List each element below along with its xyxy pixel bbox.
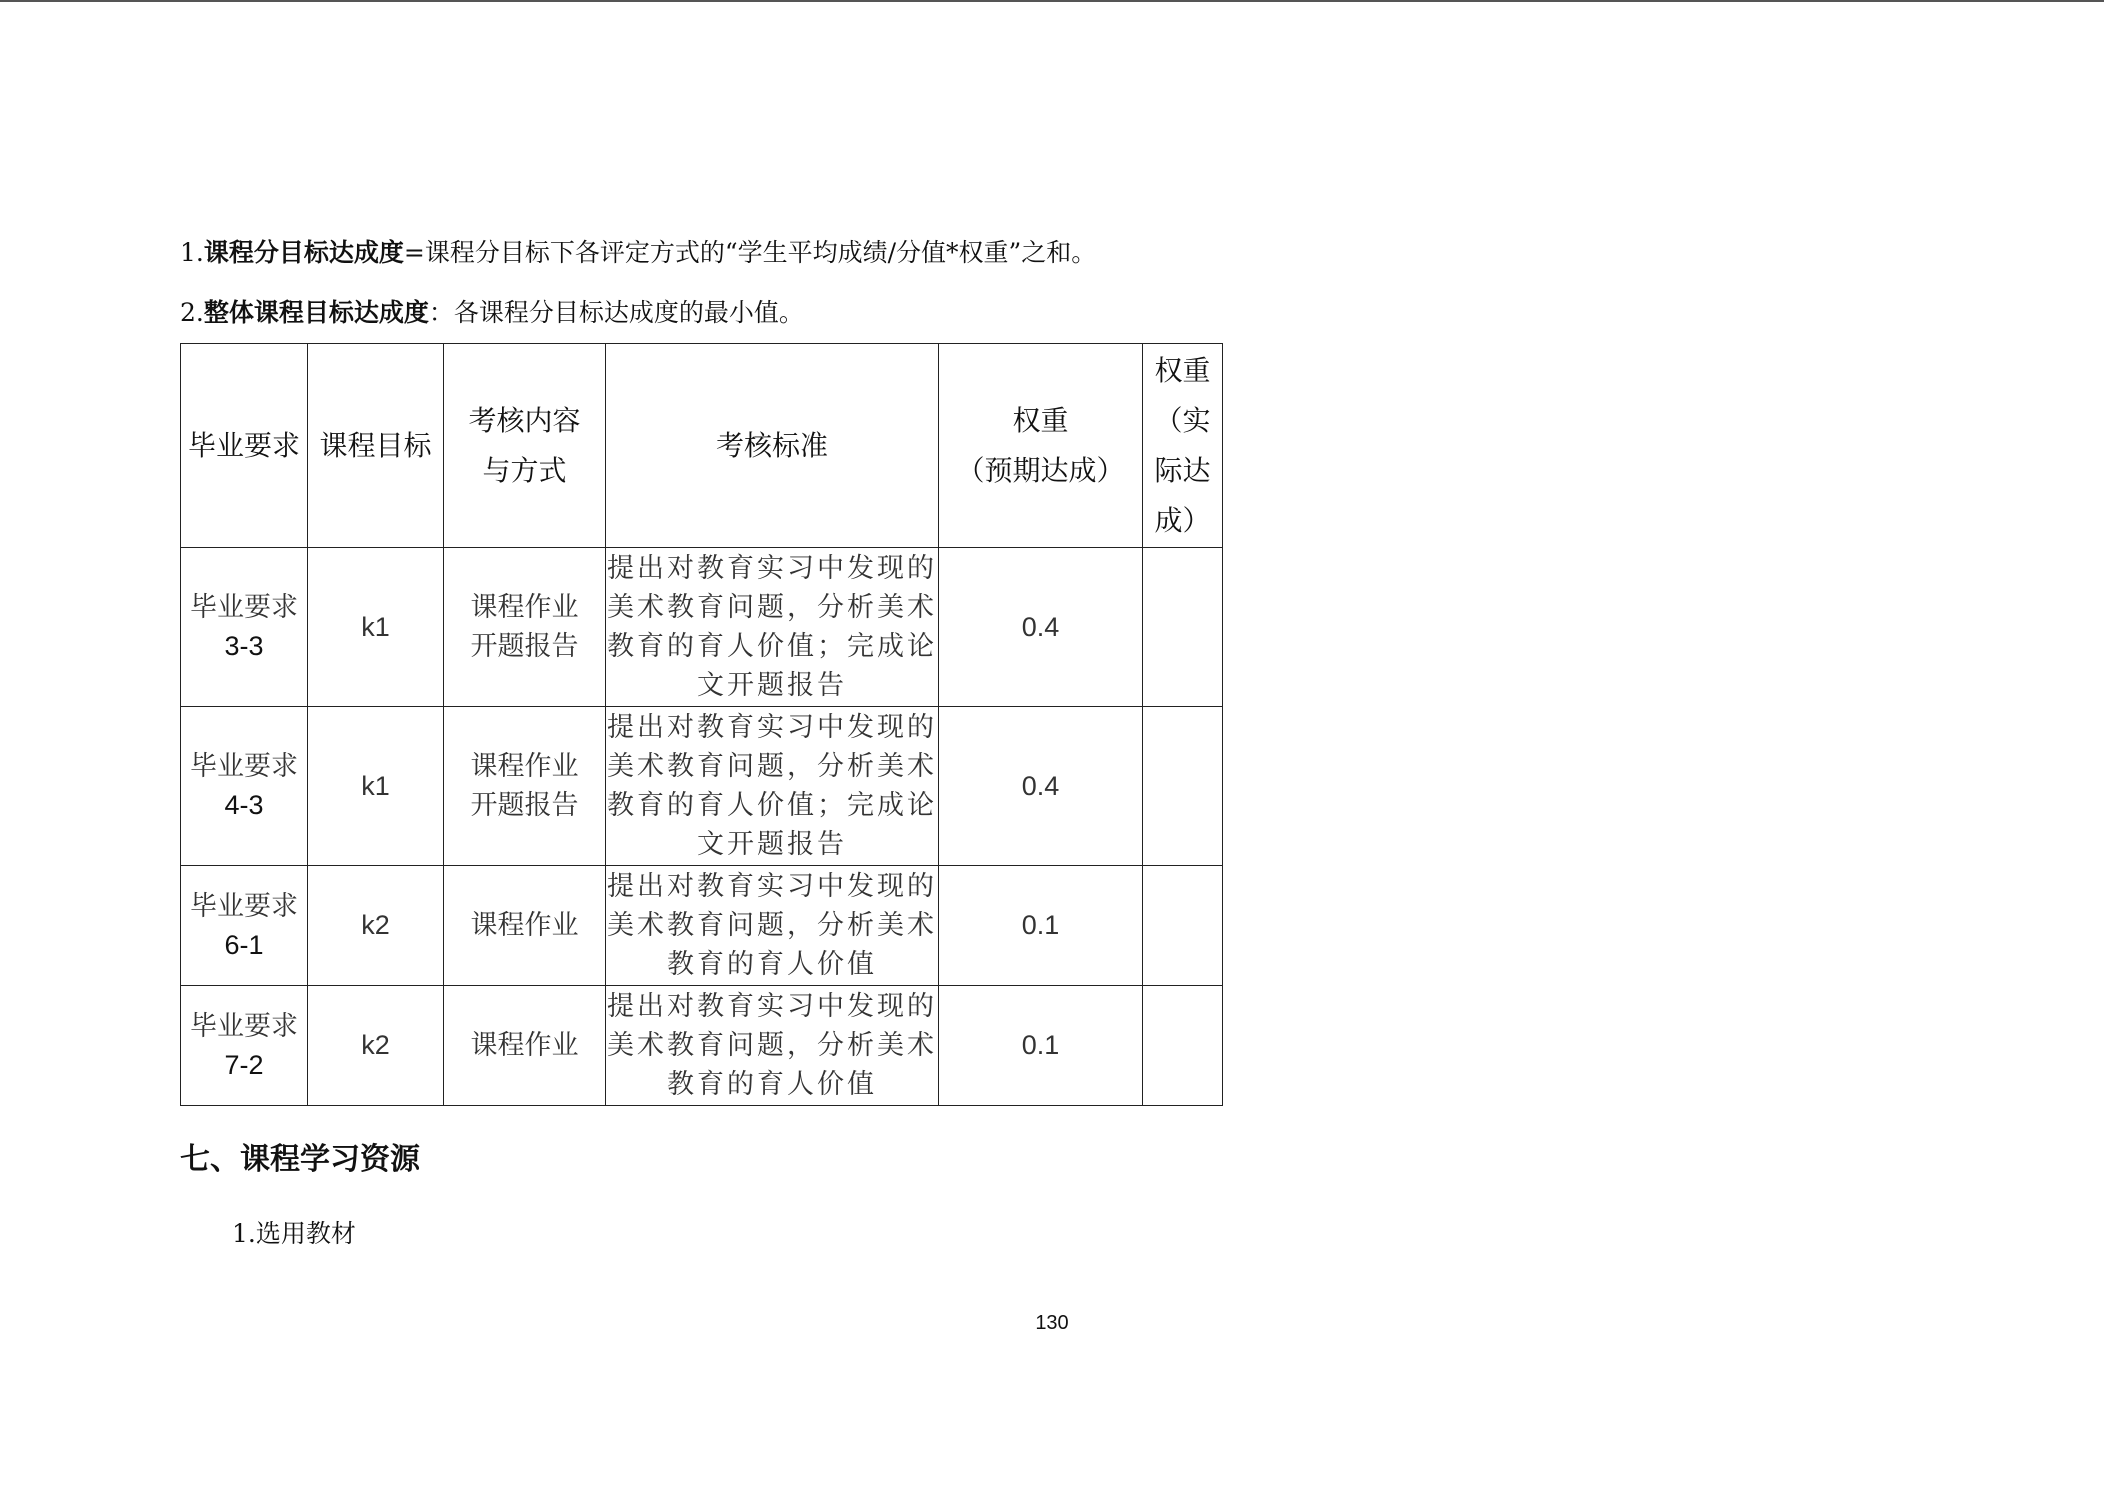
header-weight-actual: 权重 （实 际达 成） [1143,344,1223,548]
cell-course-goal: k1 [308,707,444,866]
table-row [181,707,1223,866]
page-top-border [0,0,2104,2]
section-heading: 七、课程学习资源 [180,1142,420,1177]
cell-content-method: 课程作业 [444,866,606,986]
term-bold: 课程分目标达成度 [203,238,404,267]
definition-text: ：各课程分目标达成度的最小值。 [428,298,804,327]
cell-standard: 提出对教育实习中发现的美术教育问题，分析美术教育的育人价值；完成论文开题报告 [606,707,939,866]
cell-weight-expected: 0.4 [939,548,1143,707]
definition-text: =课程分目标下各评定方式的“学生平均成绩/分值*权重”之和。 [403,238,1097,267]
header-weight-expected: 权重 （预期达成） [939,344,1143,548]
table-row [181,986,1223,1106]
header-content-method: 考核内容 与方式 [444,344,606,548]
cell-standard: 提出对教育实习中发现的美术教育问题，分析美术教育的育人价值 [606,986,939,1106]
cell-weight-actual [1143,707,1223,866]
cell-weight-actual [1143,548,1223,707]
textbook-item: 1.选用教材 [232,1219,356,1248]
cell-graduation-req: 毕业要求 6-1 [181,866,308,986]
assessment-table [180,343,1223,1106]
cell-graduation-req: 毕业要求 4-3 [181,707,308,866]
achievement-definition-2 [180,296,804,330]
header-graduation-req: 毕业要求 [181,344,308,548]
cell-weight-actual [1143,866,1223,986]
header-standard: 考核标准 [606,344,939,548]
table-row [181,548,1223,707]
table-header-row [181,344,1223,548]
cell-weight-expected: 0.1 [939,986,1143,1106]
para-number: 1. [180,238,204,267]
term-bold: 整体课程目标达成度 [203,298,429,327]
header-course-goal: 课程目标 [308,344,444,548]
achievement-definition-1 [180,236,1096,270]
cell-graduation-req: 毕业要求 3-3 [181,548,308,707]
para-number: 2. [180,298,204,327]
cell-content-method: 课程作业 开题报告 [444,707,606,866]
cell-standard: 提出对教育实习中发现的美术教育问题，分析美术教育的育人价值；完成论文开题报告 [606,548,939,707]
cell-content-method: 课程作业 开题报告 [444,548,606,707]
table-row [181,866,1223,986]
cell-standard: 提出对教育实习中发现的美术教育问题，分析美术教育的育人价值 [606,866,939,986]
cell-weight-actual [1143,986,1223,1106]
cell-content-method: 课程作业 [444,986,606,1106]
cell-course-goal: k2 [308,866,444,986]
cell-course-goal: k2 [308,986,444,1106]
cell-weight-expected: 0.4 [939,707,1143,866]
cell-graduation-req: 毕业要求 7-2 [181,986,308,1106]
cell-course-goal: k1 [308,548,444,707]
cell-weight-expected: 0.1 [939,866,1143,986]
page-number: 130 [1035,1312,1069,1334]
